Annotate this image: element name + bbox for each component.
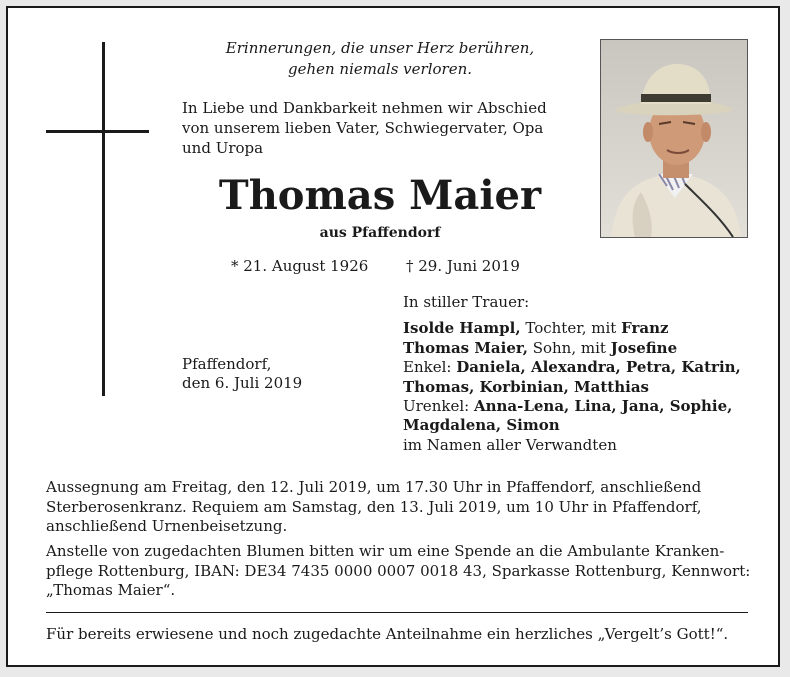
obituary-notice xyxy=(6,6,780,667)
thanks-text: Für bereits erwiesene und noch zugedachte Anteilnahme ein herzliches „Vergelt’s Gott!“. xyxy=(46,625,729,643)
cross-horizontal-bar xyxy=(46,130,149,133)
mourners-list xyxy=(403,293,763,455)
portrait-photo xyxy=(600,39,748,238)
death-date: † 29. Juni 2019 xyxy=(406,257,520,275)
birth-date: * 21. August 1926 xyxy=(231,257,369,275)
donation-line: „Thomas Maier“. xyxy=(46,581,176,599)
donation-line: Anstelle von zugedachten Blumen bitten wir um eine Spende an die Ambulante Kranken- xyxy=(46,542,725,560)
deceased-origin: aus Pfaffendorf xyxy=(319,225,441,241)
mourner-name: Thomas Maier, xyxy=(403,338,528,357)
service-line: Sterberosenkranz. Requiem am Samstag, den 13. Juli 2019, um 10 Uhr in Pfaffendorf, xyxy=(46,497,702,516)
great-grandchildren-row xyxy=(403,397,763,416)
service-line: Aussegnung am Freitag, den 12. Juli 2019, um 17.30 Uhr in Pfaffendorf, anschließend xyxy=(46,478,702,496)
partner-name: Franz xyxy=(621,319,669,338)
mourners-closing: im Namen aller Verwandten xyxy=(403,435,617,454)
cross-vertical-bar xyxy=(102,42,105,396)
great-grandchildren-label: Urenkel: xyxy=(403,397,474,416)
relation-text: Tochter, mit xyxy=(520,319,622,338)
donation-line: pflege Rottenburg, IBAN: DE34 7435 0000 0007 0018 43, Sparkasse Rottenburg, Kennwort: xyxy=(46,561,751,580)
service-line: anschließend Urnenbeisetzung. xyxy=(46,517,288,535)
grandchildren-label: Enkel: xyxy=(403,358,457,377)
grandchildren-row xyxy=(403,378,763,397)
mourners-heading: In stiller Trauer: xyxy=(403,293,530,311)
grandchildren-row xyxy=(403,358,763,377)
mourner-row xyxy=(403,339,763,358)
great-grandchildren-names: Anna-Lena, Lina, Jana, Sophie, xyxy=(473,397,733,416)
memorial-quote xyxy=(174,38,586,80)
quote-line: Erinnerungen, die unser Herz berühren, xyxy=(225,39,535,57)
great-grandchildren-names: Magdalena, Simon xyxy=(403,416,560,435)
relation-text: Sohn, mit xyxy=(527,338,611,357)
intro-line: und Uropa xyxy=(182,139,264,157)
deceased-name: Thomas Maier xyxy=(218,172,542,219)
intro-text xyxy=(182,98,587,158)
place: Pfaffendorf, xyxy=(182,355,272,373)
grandchildren-names: Thomas, Korbinian, Matthias xyxy=(403,377,649,396)
quote-line: gehen niemals verloren. xyxy=(287,60,473,78)
intro-line: In Liebe und Dankbarkeit nehmen wir Abschied xyxy=(182,99,547,117)
service-details xyxy=(46,478,750,537)
partner-name: Josefine xyxy=(610,338,678,357)
great-grandchildren-row xyxy=(403,416,763,435)
donation-request xyxy=(46,542,750,601)
divider-line xyxy=(46,612,748,613)
grandchildren-names: Daniela, Alexandra, Petra, Katrin, xyxy=(456,358,741,377)
mourner-name: Isolde Hampl, xyxy=(403,319,521,338)
date: den 6. Juli 2019 xyxy=(182,374,303,392)
mourner-row xyxy=(403,319,763,338)
intro-line: von unserem lieben Vater, Schwiegervater, Opa xyxy=(182,119,544,137)
place-and-date xyxy=(182,355,302,393)
